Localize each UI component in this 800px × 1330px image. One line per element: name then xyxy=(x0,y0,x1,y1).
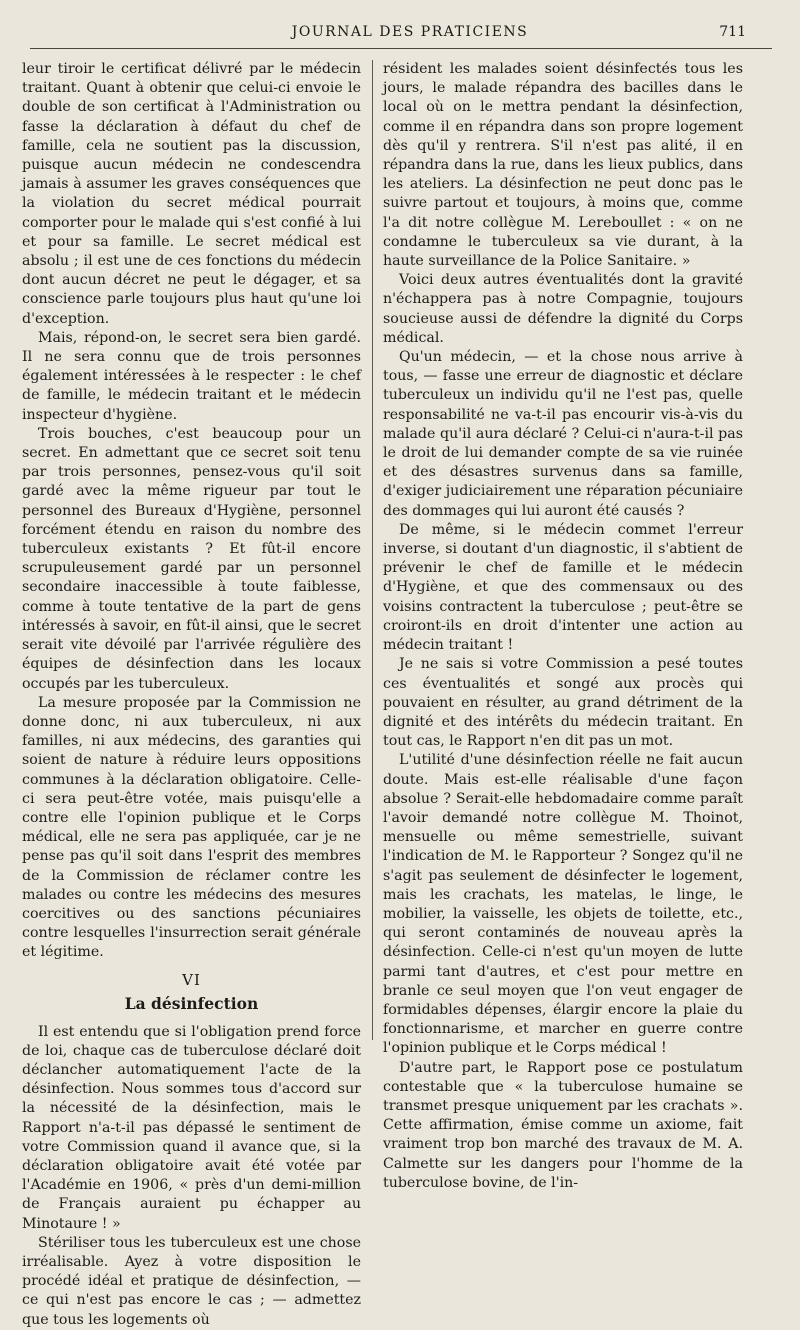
paragraph: Qu'un médecin, — et la chose nous arrive à tous, — fasse une erreur de diagnostic et déclare tuberculeux un individu qu'il ne l'est pas, quelle responsabilité ne va-t-il pas encourir vis-à-vis du malade qu'il aura déclaré ? Celui-ci n'aura-t-il pas le droit de lui demander compte de sa vie ruinée et des désastres survenus dans sa famille, d'exiger judiciairement une réparation pécuniaire des dommages qui lui auront été causés ? xyxy=(383,349,743,519)
section-number: VI xyxy=(182,970,201,989)
paragraph: D'autre part, le Rapport pose ce postulatum contestable que « la tuberculose humaine se transmet presque uniquement par les crachats ». Cette affirmation, émise comme un axiome, fait vraiment trop bon marché des travaux de M. A. Calmette sur les dangers pour l'homme de la tuberculose bovine, de l'in- xyxy=(383,1059,743,1191)
paragraph: leur tiroir le certificat délivré par le médecin traitant. Quant à obtenir que celui-ci envoie le double de son certificat à l'Administration ou fasse la déclaration à défaut du chef de famille, cela ne soutient pas la discussion, puisque aucun médecin ne condescendra jamais à assumer les graves conséquences que la violation du secret médical pourrait comporter pour le malade qui s'est confié à lui et pour sa famille. Le secret médical est absolu ; il est une de ces fonctions du médecin dont aucun décret ne peut le dégager, et sa conscience parle toujours plus haut qu'une loi d'exception. xyxy=(22,61,361,327)
right-column xyxy=(383,60,743,1191)
paragraph: Stériliser tous les tuberculeux est une chose irréalisable. Ayez à votre disposition le procédé idéal et pratique de désinfection, — ce qui n'est pas encore le cas ; — admettez que tous les logements où xyxy=(22,1234,361,1328)
header-rule xyxy=(30,48,772,49)
paragraph: résident les malades soient désinfectés tous les jours, le malade répandra des bacilles dans le local où on le mettra pendant la désinfection, comme il en répandra dans son propre logement dès qu'il y rentrera. S'il n'est pas alité, il en répandra dans la rue, dans les lieux publics, dans les ateliers. La désinfection ne peut donc pas le suivre partout et toujours, à moins que, comme l'a dit notre collègue M. Lereboullet : « on ne condamne le tuberculeux sa vie durant, à la haute surveillance de la Police Sanitaire. » xyxy=(383,61,743,270)
paragraph: Il est entendu que si l'obligation prend force de loi, chaque cas de tuberculose déclaré doit déclancher automatiquement l'acte de la désinfection. Nous sommes tous d'accord sur la nécessité de la désinfection, mais le Rapport n'a-t-il pas dépassé le sentiment de votre Commission quand il avance que, si la déclaration obligatoire avait été votée par l'Académie en 1906, « près d'un demi-million de Français auraient pu échapper au Minotaure ! » xyxy=(22,1023,361,1232)
running-title: JOURNAL DES PRATICIENS xyxy=(291,24,529,40)
paragraph: De même, si le médecin commet l'erreur inverse, si doutant d'un diagnostic, il s'abtient de prévenir le chef de famille et le médecin d'Hygiène, et que des commensaux ou des voisins contractent la tuberculose ; peut-être se croiront-ils en droit d'intenter une action au médecin traitant ! xyxy=(383,521,743,654)
page-number: 711 xyxy=(719,24,746,40)
section-title: La désinfection xyxy=(124,993,259,1013)
paragraph: Mais, répond-on, le secret sera bien gardé. Il ne sera connu que de trois personnes également intéressées à le respecter : le chef de famille, le médecin traitant et le médecin inspecteur d'hygiène. xyxy=(22,329,361,423)
column-divider xyxy=(372,60,373,1040)
paragraph: Trois bouches, c'est beaucoup pour un secret. En admettant que ce secret soit tenu par trois personnes, pensez-vous qu'il soit gardé avec la même rigueur par tout le personnel des Bureaux d'Hygiène, personnel forcément étendu en raison du nombre des tuberculeux existants ? Et fût-il encore scrupuleusement gardé par un personnel secondaire inaccessible à toute faiblesse, comme à toute tentative de la part de gens intéressés à savoir, en fût-il ainsi, que le secret serait vite dévoilé par l'arrivée régulière des équipes de désinfection dans les locaux occupés par les tuberculeux. xyxy=(22,425,361,692)
paragraph: Voici deux autres éventualités dont la gravité n'échappera pas à notre Compagnie, toujours soucieuse aussi de défendre la dignité du Corps médical. xyxy=(383,272,743,346)
left-column xyxy=(22,60,361,1328)
page-header xyxy=(60,22,760,50)
paragraph: L'utilité d'une désinfection réelle ne fait aucun doute. Mais est-elle réalisable d'une façon absolue ? Serait-elle hebdomadaire comme paraît l'avoir demandé notre collègue M. Thoinot, mensuelle ou même semestrielle, suivant l'indication de M. le Rapporteur ? Songez qu'il ne s'agit pas seulement de désinfecter le logement, mais les crachats, les matelas, le linge, le mobilier, la vaisselle, les objets de toilette, etc., qui seront contaminés de nouveau après la désinfection. Celle-ci n'est qu'un moyen de lutte parmi tant d'autres, et c'est pour mettre en branle ce seul moyen que l'on veut engager de formidables dépenses, élargir encore la plaie du fonctionnarisme, et marcher en guerre contre l'opinion publique et le Corps médical ! xyxy=(383,752,743,1057)
paragraph: Je ne sais si votre Commission a pesé toutes ces éventualités et songé aux procès qui pouvaient en résulter, au grand détriment de la dignité et des intérêts du médecin traitant. En tout cas, le Rapport n'en dit pas un mot. xyxy=(383,656,743,750)
paragraph: La mesure proposée par la Commission ne donne donc, ni aux tuberculeux, ni aux familles, ni aux médecins, des garanties qui soient de nature à réduire leurs oppositions communes à la déclaration obligatoire. Celle-ci sera peut-être votée, mais puisqu'elle a contre elle l'opinion publique et le Corps médical, elle ne sera pas appliquée, car je ne pense pas qu'il soit dans l'esprit des membres de la Commission de réclamer contre les malades ou contre les médecins des mesures coercitives ou des sanctions pécuniaires contre lesquelles l'insurrection serait générale et légitime. xyxy=(22,694,361,961)
